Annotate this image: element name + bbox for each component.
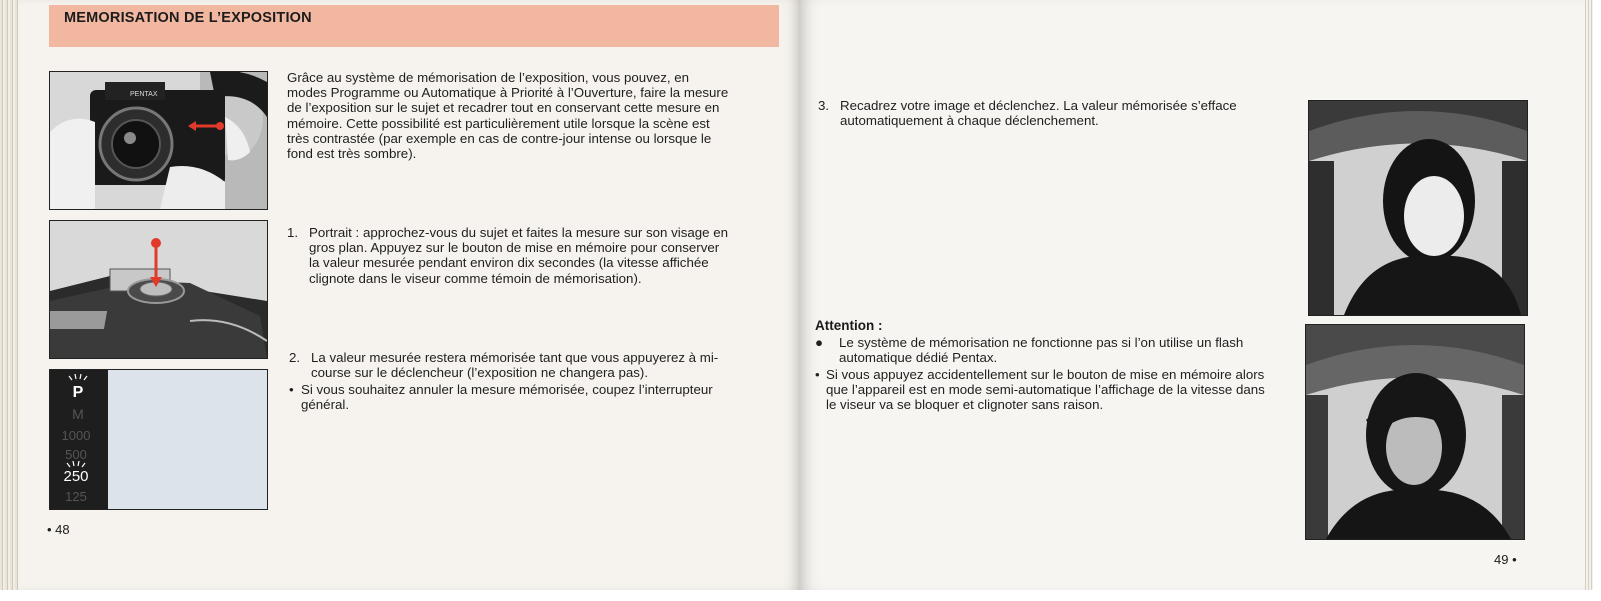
bullet-symbol: ● (815, 335, 824, 350)
attention-bullet-2 (815, 367, 1275, 413)
vf-speed-125: 125 (65, 489, 87, 504)
step-2-number: 2. (289, 350, 301, 365)
portrait-photo-2 (1305, 324, 1525, 540)
step-3-number: 3. (818, 98, 830, 113)
attention-bullet-1 (815, 335, 1275, 365)
page-number-right: 49 • (1494, 552, 1517, 567)
photo-memory-button (49, 220, 268, 359)
step-1-text: Portrait : approchez-vous du sujet et faites la mesure sur son visage en gros plan. Appuyez sur le bouton de mise en mémoire pour conserver la valeur mesurée pendant environ dix secondes (la vitesse affichée clignote dans le viseur comme témoin de mémorisation). (309, 225, 729, 286)
vf-mode-m: M (72, 406, 84, 422)
step-2 (289, 350, 734, 380)
camera-brand: PENTAX (130, 91, 158, 98)
vf-speed-250: 250 (63, 468, 89, 485)
bullet-cancel-text: Si vous souhaitez annuler la mesure mémorisée, coupez l’interrupteur général. (301, 382, 713, 413)
bullet-symbol: • (289, 382, 294, 397)
intro-paragraph: Grâce au système de mémorisation de l’exposition, vous pouvez, en modes Programme ou Automatique à Priorité à l’Ouverture, faire la mesure de l’exposition sur le sujet et recadrer tout en conservant cette mesure en mémoire. Cette possibilité est particulièrement utile lorsque la scène est très contrastée (par exemple en cas de contre-jour intense ou lorsque le fond est très sombre). (287, 70, 729, 162)
viewfinder-readout (50, 370, 108, 509)
section-title: MEMORISATION DE L’EXPOSITION (64, 10, 312, 26)
attention-bullet-1-text: Le système de mémorisation ne fonctionne pas si l’on utilise un flash automatique dédié Pentax. (839, 335, 1244, 366)
photo-viewfinder (49, 369, 268, 510)
step-3-text: Recadrez votre image et déclenchez. La valeur mémorisée s’efface automatiquement à chaque déclenchement. (840, 98, 1237, 129)
vf-mode-p: P (72, 384, 84, 401)
left-page (0, 0, 800, 590)
viewfinder-strip (50, 370, 108, 509)
bullet-symbol: • (815, 367, 820, 382)
portrait-2-illustration (1306, 325, 1524, 539)
page-number-left: • 48 (47, 522, 70, 537)
step-1 (287, 225, 732, 286)
vf-speed-1000: 1000 (61, 428, 91, 443)
page-edge-right (1585, 0, 1593, 590)
attention-title: Attention : (815, 318, 883, 333)
portrait-photo-1 (1308, 100, 1528, 316)
page-edge-left (0, 0, 18, 590)
photo-camera-hands (49, 71, 268, 210)
portrait-1-illustration (1309, 101, 1527, 315)
camera-hands-illustration (50, 72, 267, 209)
step-3 (818, 98, 1288, 128)
vf-speed-500: 500 (65, 447, 87, 462)
step-2-text: La valeur mesurée restera mémorisée tant que vous appuyerez à mi-course sur le déclencheur (l’exposition ne changera pas). (311, 350, 719, 381)
step-1-number: 1. (287, 225, 299, 240)
attention-bullet-2-text: Si vous appuyez accidentellement sur le bouton de mise en mémoire alors que l’appareil est en mode semi-automatique l’affichage de la vitesse dans le viseur va se bloquer et clignoter sans raison. (826, 367, 1265, 413)
memory-button-illustration (50, 221, 267, 358)
bullet-cancel (289, 382, 734, 412)
